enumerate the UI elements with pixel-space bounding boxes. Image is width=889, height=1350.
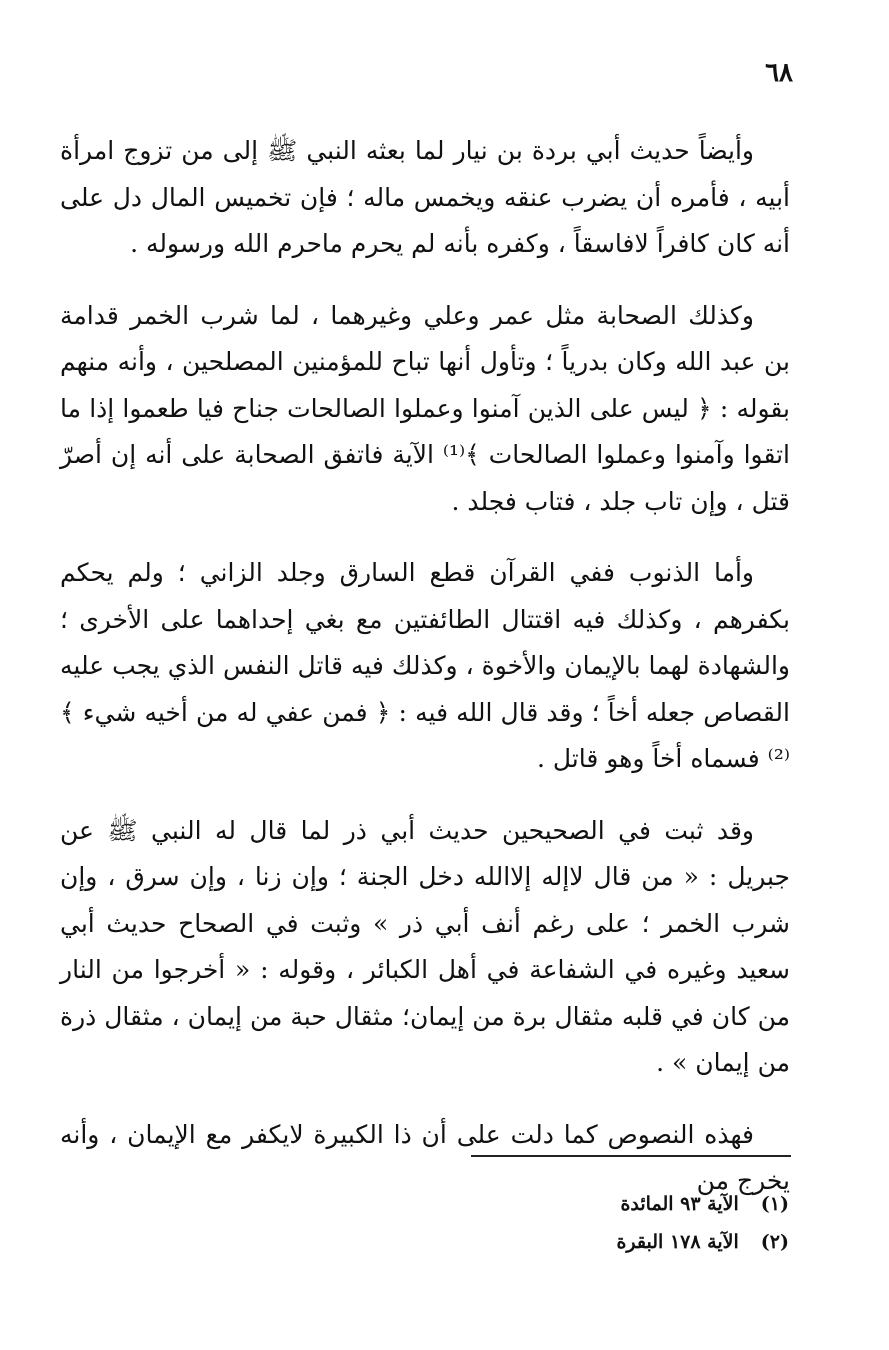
paragraph: وأيضاً حديث أبي بردة بن نيار لما بعثه النبي ﷺ إلى من تزوج امرأة أبيه ، فأمره أن يضرب عنقه ويخمس ماله ؛ فإن تخميس المال دل على أنه كان كافراً لافاسقاً ، وكفره بأنه لم يحرم ماحرم الله ورسوله . [60,136,790,258]
paragraph: وقد ثبت في الصحيحين حديث أبي ذر لما قال له النبي ﷺ عن جبريل : « من قال لاإله إلاالله دخل الجنة ؛ وإن زنا ، وإن سرق ، وإن شرب الخمر ؛ على رغم أنف أبي ذر » وثبت في الصحاح حديث أبي سعيد وغيره في الشفاعة في أهل الكبائر ، وقوله : « أخرجوا من النار من كان في قلبه مثقال برة من إيمان؛ مثقال حبة من إيمان ، مثقال ذرة من إيمان » . [60,815,790,1077]
paragraph: فهذه النصوص كما دلت على أن ذا الكبيرة لايكفر مع الإيمان ، وأنه يخرج من [60,1119,790,1195]
paragraph: وأما الذنوب ففي القرآن قطع السارق وجلد الزاني ؛ ولم يحكم بكفرهم ، وكذلك فيه اقتتال الطائفتين مع بغي إحداهما على الأخرى ؛ والشهادة لهما بالإيمان والأخوة ، وكذلك فيه قاتل النفس الذي يجب عليه القصاص جعله أخاً ؛ وقد قال الله فيه : ﴿ فمن عفي له من أخيه شيء ﴾⁽²⁾ فسماه أخاً وهو قاتل . [60,558,790,773]
footnote-marker: (٢) [760,1231,789,1253]
page-number: ٦٨ [765,58,793,88]
footnote [289,1223,789,1261]
paragraph: وكذلك الصحابة مثل عمر وعلي وغيرهما ، لما شرب الخمر قدامة بن عبد الله وكان بدرياً ؛ وتأول أنها تباح للمؤمنين المصلحين ، وأنه منهم بقوله : ﴿ ليس على الذين آمنوا وعملوا الصالحات جناح فيا طعموا إذا ما اتقوا وآمنوا وعملوا الصالحات ﴾⁽¹⁾ الآية فاتفق الصحابة على أنه إن أصرّ قتل ، وإن تاب جلد ، فتاب فجلد . [60,300,790,516]
footnote [289,1185,789,1223]
footnote-text: الآية ١٧٨ البقرة [616,1231,739,1253]
footnotes [289,1185,789,1261]
main-text [60,128,790,1230]
footnote-divider [471,1155,791,1157]
footnote-marker: (١) [760,1193,789,1215]
footnote-text: الآية ٩٣ المائدة [620,1193,739,1215]
